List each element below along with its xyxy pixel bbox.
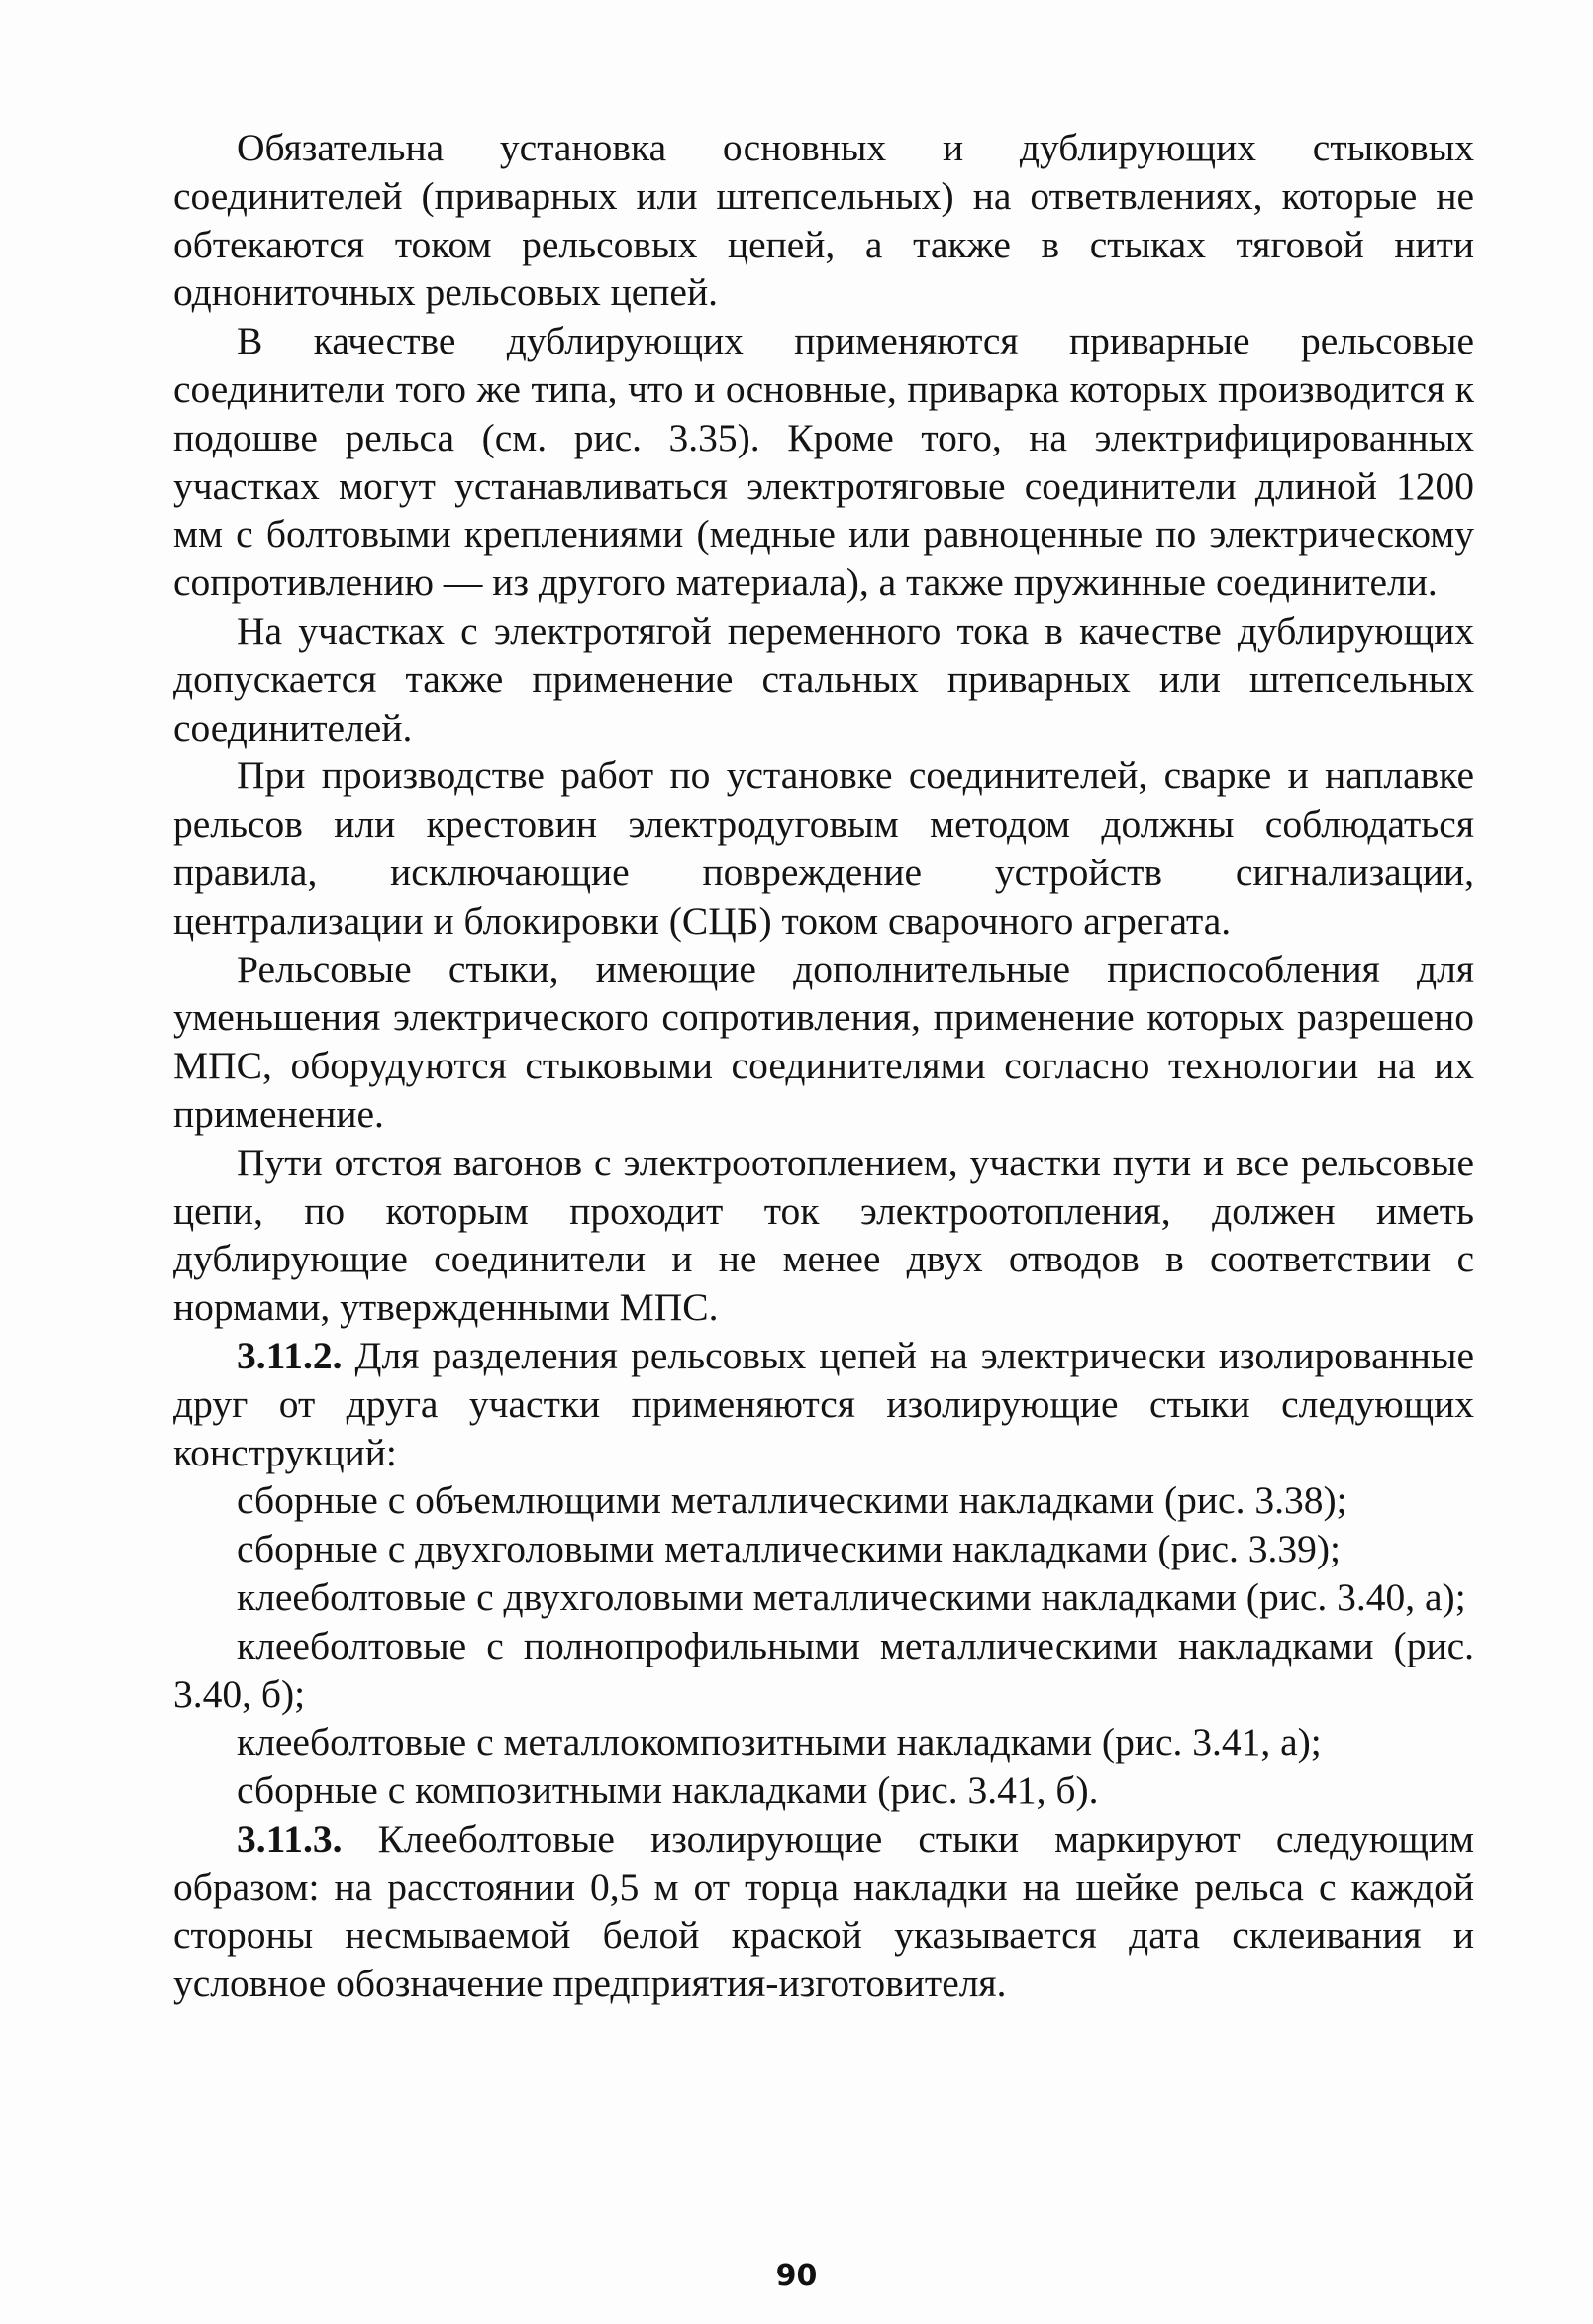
paragraph: На участках с электротягой переменного тока в качестве дублирующих допускается также применение стальных приварных или штепсельных соединителей.: [173, 608, 1474, 750]
list-item: сборные с композитными накладками (рис. 3.41, б).: [237, 1768, 1099, 1813]
section-number: 3.11.3.: [237, 1816, 343, 1861]
paragraph: В качестве дублирующих применяются приварные рельсовые соединители того же типа, что и основные, приварка которых производится к подошве рельса (см. рис. 3.35). Кроме того, на электрифицированных участках могут устанавливаться электротяговые соединители длиной 1200 мм с болтовыми креплениями (медные или равноценные по электрическому сопротивлению — из другого материала), а также пружинные соединители.: [173, 319, 1474, 605]
list-item: клееболтовые с полнопрофильными металлическими накладками (рис. 3.40, б);: [173, 1623, 1474, 1716]
list-item: сборные с объемлющими металлическими накладками (рис. 3.38);: [237, 1478, 1347, 1523]
paragraph: Рельсовые стыки, имеющие дополнительные приспособления для уменьшения электрического сопротивления, применение которых разрешено МПС, оборудуются стыковыми соединителями согласно технологии на их применение.: [173, 947, 1474, 1136]
paragraph: Обязательна установка основных и дублирующих стыковых соединителей (приварных или штепсельных) на ответвлениях, которые не обтекаются током рельсовых цепей, а также в стыках тяговой нити однониточных рельсовых цепей.: [173, 126, 1474, 315]
section-number: 3.11.2.: [237, 1333, 343, 1377]
paragraph: Пути отстоя вагонов с электроотоплением, участки пути и все рельсовые цепи, по которым проходит ток электроотопления, должен иметь дублирующие соединители и не менее двух отводов в соответствии с нормами, утвержденными МПС.: [173, 1140, 1474, 1330]
list-item: клееболтовые с металлокомпозитными накладками (рис. 3.41, а);: [237, 1720, 1322, 1765]
section-paragraph: 3.11.3. Клееболтовые изолирующие стыки маркируют следующим образом: на расстоянии 0,5 м от торца накладки на шейке рельса с каждой стороны несмываемой белой краской указывается дата склеивания и условное обозначение предприятия-изготовителя.: [173, 1816, 1474, 2006]
page-number: 90: [775, 2259, 818, 2293]
list-item: сборные с двухголовыми металлическими накладками (рис. 3.39);: [237, 1527, 1341, 1571]
section-paragraph: 3.11.2. Для разделения рельсовых цепей на электрически изолированные друг от друга участки применяются изолирующие стыки следующих конструкций:: [173, 1333, 1474, 1474]
paragraph: При производстве работ по установке соединителей, сварке и наплавке рельсов или крестовин электродуговым методом должны соблюдаться правила, исключающие повреждение устройств сигнализации, централизации и блокировки (СЦБ) током сварочного агрегата.: [173, 754, 1474, 943]
list-item: клееболтовые с двухголовыми металлическими накладками (рис. 3.40, а);: [237, 1574, 1466, 1619]
